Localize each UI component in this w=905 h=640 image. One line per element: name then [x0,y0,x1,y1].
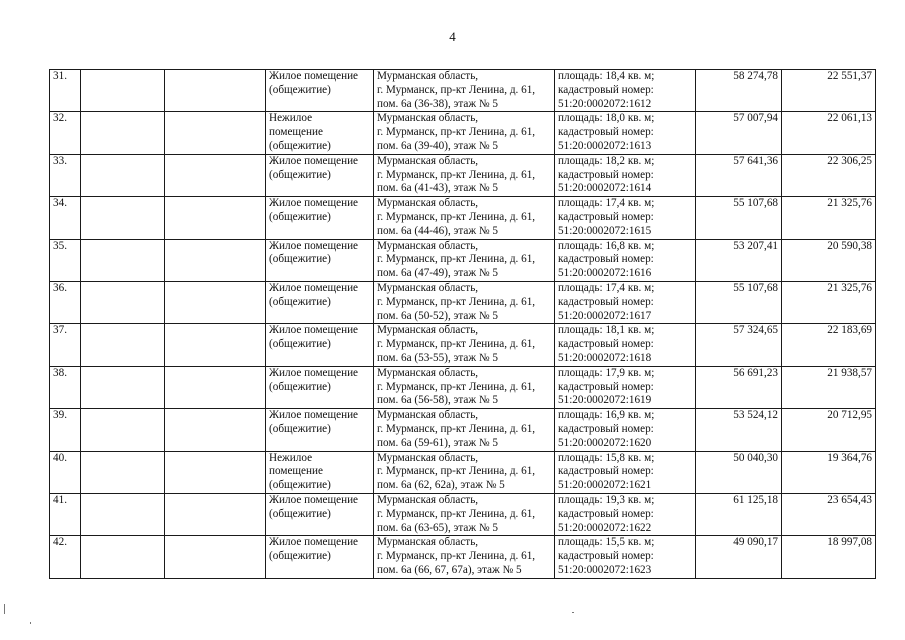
property-type-cell [266,536,374,578]
empty-cell [81,451,165,493]
row-number-cell: 35. [50,239,81,281]
property-type-line: (общежитие) [269,139,331,152]
empty-cell [165,70,266,112]
table-row [50,70,876,112]
row-number-cell: 41. [50,493,81,535]
value-cell: 58 274,78 [696,70,782,112]
empty-cell [165,154,266,196]
property-type-line: Жилое помещение [269,493,359,506]
table-row [50,536,876,578]
value-cell: 57 007,94 [696,112,782,154]
table-row [50,239,876,281]
empty-cell [81,536,165,578]
empty-cell [165,493,266,535]
table-row [50,154,876,196]
value-cell: 22 306,25 [782,154,876,196]
property-type-cell [266,409,374,451]
property-type-line: (общежитие) [269,422,331,435]
empty-cell [81,324,165,366]
table-row [50,281,876,323]
row-number-cell: 37. [50,324,81,366]
property-type-line: Жилое помещение [269,366,359,379]
empty-cell [165,409,266,451]
area-cadastral-cell: площадь: 16,8 кв. м; кадастровый номер: 51:20:0002072:1616 [555,239,696,281]
property-type-line: Жилое помещение [269,239,359,252]
area-cadastral-cell: площадь: 16,9 кв. м; кадастровый номер: 51:20:0002072:1620 [555,409,696,451]
table-row [50,366,876,408]
page-number: 4 [449,29,456,44]
empty-cell [165,536,266,578]
row-number-cell: 32. [50,112,81,154]
row-number-cell: 40. [50,451,81,493]
property-type-line: Жилое помещение [269,154,359,167]
empty-cell [81,112,165,154]
value-cell: 57 641,36 [696,154,782,196]
area-cadastral-cell: площадь: 17,9 кв. м; кадастровый номер: 51:20:0002072:1619 [555,366,696,408]
address-cell: Мурманская область, г. Мурманск, пр-кт Ленина, д. 61, пом. 6а (50-52), этаж № 5 [374,281,555,323]
table-row [50,112,876,154]
empty-cell [81,281,165,323]
property-type-cell [266,239,374,281]
value-cell: 21 325,76 [782,281,876,323]
empty-cell [81,493,165,535]
scan-speck [572,612,574,613]
value-cell: 20 590,38 [782,239,876,281]
empty-cell [165,324,266,366]
row-number-cell: 34. [50,197,81,239]
value-cell: 56 691,23 [696,366,782,408]
property-type-line: (общежитие) [269,550,331,563]
property-type-line: (общежитие) [269,295,331,308]
property-type-cell [266,451,374,493]
value-cell: 22 551,37 [782,70,876,112]
property-type-line: Нежилое [269,451,313,464]
value-cell: 22 183,69 [782,324,876,366]
area-cadastral-cell: площадь: 17,4 кв. м; кадастровый номер: 51:20:0002072:1617 [555,281,696,323]
address-cell: Мурманская область, г. Мурманск, пр-кт Ленина, д. 61, пом. 6а (53-55), этаж № 5 [374,324,555,366]
row-number-cell: 36. [50,281,81,323]
area-cadastral-cell: площадь: 15,8 кв. м; кадастровый номер: 51:20:0002072:1621 [555,451,696,493]
address-cell: Мурманская область, г. Мурманск, пр-кт Ленина, д. 61, пом. 6а (39-40), этаж № 5 [374,112,555,154]
property-type-line: помещение [269,465,323,478]
property-type-line: (общежитие) [269,338,331,351]
address-cell: Мурманская область, г. Мурманск, пр-кт Ленина, д. 61, пом. 6а (36-38), этаж № 5 [374,70,555,112]
property-type-cell [266,112,374,154]
address-cell: Мурманская область, г. Мурманск, пр-кт Ленина, д. 61, пом. 6а (41-43), этаж № 5 [374,154,555,196]
value-cell: 23 654,43 [782,493,876,535]
property-type-line: (общежитие) [269,168,331,181]
table-row [50,197,876,239]
scan-speck [30,622,31,624]
value-cell: 21 938,57 [782,366,876,408]
area-cadastral-cell: площадь: 18,1 кв. м; кадастровый номер: 51:20:0002072:1618 [555,324,696,366]
property-type-line: (общежитие) [269,479,331,492]
row-number-cell: 42. [50,536,81,578]
value-cell: 55 107,68 [696,197,782,239]
address-cell: Мурманская область, г. Мурманск, пр-кт Ленина, д. 61, пом. 6а (56-58), этаж № 5 [374,366,555,408]
address-cell: Мурманская область, г. Мурманск, пр-кт Ленина, д. 61, пом. 6а (47-49), этаж № 5 [374,239,555,281]
property-type-line: (общежитие) [269,253,331,266]
value-cell: 50 040,30 [696,451,782,493]
area-cadastral-cell: площадь: 18,0 кв. м; кадастровый номер: 51:20:0002072:1613 [555,112,696,154]
value-cell: 49 090,17 [696,536,782,578]
empty-cell [165,197,266,239]
empty-cell [81,409,165,451]
property-type-cell [266,154,374,196]
value-cell: 19 364,76 [782,451,876,493]
area-cadastral-cell: площадь: 18,2 кв. м; кадастровый номер: 51:20:0002072:1614 [555,154,696,196]
table-row [50,324,876,366]
property-type-line: Жилое помещение [269,70,359,82]
table-row [50,409,876,451]
value-cell: 21 325,76 [782,197,876,239]
row-number-cell: 39. [50,409,81,451]
property-type-line: (общежитие) [269,210,331,223]
property-registry-table [49,69,876,579]
value-cell: 20 712,95 [782,409,876,451]
empty-cell [165,112,266,154]
table-row [50,451,876,493]
row-number-cell: 31. [50,70,81,112]
empty-cell [81,366,165,408]
property-type-cell [266,281,374,323]
area-cadastral-cell: площадь: 18,4 кв. м; кадастровый номер: 51:20:0002072:1612 [555,70,696,112]
empty-cell [81,154,165,196]
property-type-line: помещение [269,126,323,139]
property-type-line: (общежитие) [269,507,331,520]
empty-cell [81,70,165,112]
property-type-line: Жилое помещение [269,197,359,210]
empty-cell [165,239,266,281]
property-type-cell [266,493,374,535]
property-type-cell [266,70,374,112]
property-type-line: (общежитие) [269,380,331,393]
empty-cell [165,281,266,323]
address-cell: Мурманская область, г. Мурманск, пр-кт Ленина, д. 61, пом. 6а (62, 62а), этаж № 5 [374,451,555,493]
property-type-line: (общежитие) [269,83,331,96]
property-type-line: Нежилое [269,112,313,125]
value-cell: 61 125,18 [696,493,782,535]
scan-speck [4,604,5,614]
area-cadastral-cell: площадь: 19,3 кв. м; кадастровый номер: 51:20:0002072:1622 [555,493,696,535]
table-body [50,70,876,579]
value-cell: 57 324,65 [696,324,782,366]
area-cadastral-cell: площадь: 17,4 кв. м; кадастровый номер: 51:20:0002072:1615 [555,197,696,239]
property-type-cell [266,366,374,408]
address-cell: Мурманская область, г. Мурманск, пр-кт Ленина, д. 61, пом. 6а (63-65), этаж № 5 [374,493,555,535]
value-cell: 18 997,08 [782,536,876,578]
value-cell: 22 061,13 [782,112,876,154]
empty-cell [81,239,165,281]
property-type-cell [266,324,374,366]
property-type-line: Жилое помещение [269,324,359,337]
address-cell: Мурманская область, г. Мурманск, пр-кт Ленина, д. 61, пом. 6а (44-46), этаж № 5 [374,197,555,239]
table-row [50,493,876,535]
row-number-cell: 38. [50,366,81,408]
empty-cell [81,197,165,239]
value-cell: 53 207,41 [696,239,782,281]
property-type-line: Жилое помещение [269,409,359,422]
empty-cell [165,366,266,408]
area-cadastral-cell: площадь: 15,5 кв. м; кадастровый номер: 51:20:0002072:1623 [555,536,696,578]
property-type-line: Жилое помещение [269,281,359,294]
property-type-cell [266,197,374,239]
value-cell: 55 107,68 [696,281,782,323]
row-number-cell: 33. [50,154,81,196]
address-cell: Мурманская область, г. Мурманск, пр-кт Ленина, д. 61, пом. 6а (59-61), этаж № 5 [374,409,555,451]
empty-cell [165,451,266,493]
address-cell: Мурманская область, г. Мурманск, пр-кт Ленина, д. 61, пом. 6а (66, 67, 67а), этаж № 5 [374,536,555,578]
property-type-line: Жилое помещение [269,536,359,549]
value-cell: 53 524,12 [696,409,782,451]
